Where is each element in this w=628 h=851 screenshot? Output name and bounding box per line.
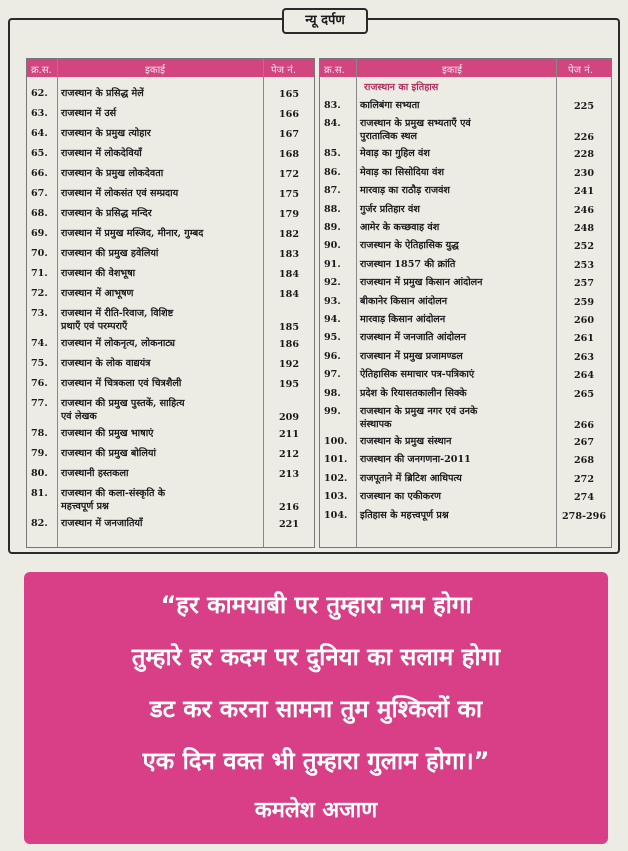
row-topic bbox=[360, 166, 444, 179]
row-topic bbox=[61, 147, 142, 160]
row-page: 268 bbox=[573, 455, 595, 467]
header-unit: इकाई bbox=[442, 65, 463, 76]
row-topic-line: महत्त्वपूर्ण प्रश्न bbox=[61, 501, 109, 512]
row-topic bbox=[61, 87, 144, 100]
row-page: 246 bbox=[573, 204, 595, 216]
table-row bbox=[320, 368, 611, 386]
row-page: 260 bbox=[573, 315, 595, 326]
row-number: 86. bbox=[324, 166, 341, 178]
row-page: 241 bbox=[573, 186, 595, 198]
table-row bbox=[320, 435, 611, 453]
row-topic bbox=[360, 490, 441, 503]
row-topic-line: संस्थापक bbox=[360, 419, 392, 430]
row-number: 64. bbox=[31, 128, 48, 139]
header-page: पेज नं. bbox=[568, 65, 594, 76]
table-row bbox=[320, 387, 611, 405]
table-row bbox=[320, 490, 611, 508]
row-topic-line: राजस्थान के प्रसिद्ध मेलें bbox=[61, 88, 144, 99]
row-page: 259 bbox=[573, 296, 595, 308]
contents-table-right bbox=[319, 58, 612, 548]
row-topic bbox=[360, 368, 474, 381]
row-number: 99. bbox=[324, 406, 341, 417]
row-topic bbox=[360, 239, 459, 252]
row-page: 225 bbox=[573, 101, 595, 112]
row-page: 226 bbox=[573, 132, 595, 144]
row-page: 165 bbox=[278, 89, 300, 100]
table-row bbox=[27, 337, 314, 357]
row-topic bbox=[61, 207, 152, 220]
row-page: 264 bbox=[573, 370, 595, 382]
row-number: 96. bbox=[324, 350, 341, 362]
row-number: 92. bbox=[324, 277, 341, 289]
row-page: 183 bbox=[278, 249, 300, 260]
header-page: पेज नं. bbox=[271, 65, 297, 76]
row-number: 67. bbox=[31, 188, 48, 199]
section-title-history: राजस्थान का इतिहास bbox=[364, 82, 439, 93]
table-row bbox=[27, 207, 314, 227]
row-topic bbox=[360, 453, 471, 466]
row-topic-line: राजस्थान में प्रमुख प्रजामण्डल bbox=[360, 350, 463, 362]
row-topic-line: राजस्थान के लोक वाद्ययंत्र bbox=[61, 358, 151, 369]
row-topic-line: प्रदेश के रियासतकालीन सिक्के bbox=[360, 387, 467, 399]
row-topic-line: राजस्थान में लोकसंत एवं सम्प्रदाय bbox=[61, 188, 179, 199]
row-topic-line: राजस्थान की प्रमुख भाषाएं bbox=[61, 428, 154, 439]
row-number: 87. bbox=[324, 185, 341, 197]
row-topic bbox=[61, 287, 133, 300]
row-page: 267 bbox=[573, 437, 595, 448]
row-topic bbox=[360, 350, 463, 363]
table-row bbox=[27, 427, 314, 447]
row-topic-line: मारवाड़ का राठौड़ राजवंश bbox=[360, 185, 450, 197]
table-row bbox=[320, 147, 611, 165]
row-topic-line: राजस्थान के प्रमुख संस्थान bbox=[360, 436, 452, 447]
row-topic bbox=[360, 509, 449, 522]
row-topic-line: राजस्थान के प्रमुख सभ्यताएँ एवं bbox=[360, 118, 471, 130]
row-number: 68. bbox=[31, 208, 48, 219]
table-row bbox=[27, 447, 314, 467]
row-topic-line: राजस्थान में लोकनृत्य, लोकनाट्य bbox=[61, 338, 176, 349]
row-number: 63. bbox=[31, 108, 48, 119]
table-row bbox=[320, 203, 611, 221]
quote-author: कमलेश अजाण bbox=[254, 798, 378, 823]
table-row bbox=[27, 267, 314, 287]
row-topic-line: राजस्थान की प्रमुख बोलियां bbox=[61, 448, 156, 459]
row-topic bbox=[360, 331, 466, 344]
row-topic bbox=[61, 107, 116, 120]
header-sno: क्र.स. bbox=[324, 65, 345, 76]
row-page: 265 bbox=[573, 388, 595, 400]
row-page: 167 bbox=[278, 129, 300, 140]
table-row bbox=[27, 247, 314, 267]
table-row bbox=[320, 258, 611, 276]
row-topic-line: राजस्थान में आभूषण bbox=[61, 288, 134, 299]
table-row bbox=[27, 307, 314, 337]
row-number: 69. bbox=[31, 228, 48, 239]
row-number: 83. bbox=[324, 100, 341, 111]
table-row bbox=[320, 350, 611, 368]
row-page: 175 bbox=[278, 189, 300, 200]
row-page: 253 bbox=[573, 259, 595, 271]
row-topic-line: राजस्थान में चित्रकला एवं चित्रशैली bbox=[61, 378, 182, 389]
row-number: 98. bbox=[324, 387, 341, 399]
row-page: 179 bbox=[278, 209, 300, 220]
row-topic-line: राजस्थान में प्रमुख मस्जिद, मीनार, गुम्बद bbox=[61, 228, 204, 239]
row-topic bbox=[61, 487, 165, 513]
row-page: 248 bbox=[573, 223, 595, 234]
table-row bbox=[320, 472, 611, 490]
row-topic bbox=[61, 467, 128, 480]
row-topic bbox=[360, 276, 483, 289]
row-page: 192 bbox=[278, 359, 300, 370]
table-row bbox=[320, 276, 611, 294]
row-number: 88. bbox=[324, 203, 341, 215]
row-page: 168 bbox=[278, 149, 300, 160]
table-row bbox=[27, 107, 314, 127]
row-page: 216 bbox=[278, 502, 300, 513]
row-number: 71. bbox=[31, 268, 48, 279]
table-row bbox=[320, 313, 611, 331]
table-row bbox=[320, 239, 611, 257]
row-topic-line: राजस्थान में प्रमुख किसान आंदोलन bbox=[360, 277, 483, 289]
table-row bbox=[27, 287, 314, 307]
row-topic-line: प्रथाएँ एवं परम्पराएँ bbox=[61, 321, 128, 332]
row-topic bbox=[360, 117, 471, 143]
table-row bbox=[320, 295, 611, 313]
row-number: 90. bbox=[324, 240, 341, 252]
row-topic-line: राजस्थान में जनजाति आंदोलन bbox=[360, 332, 466, 344]
table-row bbox=[27, 147, 314, 167]
row-topic bbox=[360, 313, 445, 326]
row-number: 77. bbox=[31, 398, 48, 409]
row-topic-line: राजस्थान की प्रमुख पुस्तकें, साहित्य bbox=[61, 398, 185, 409]
row-number: 62. bbox=[31, 88, 48, 99]
quote-line-4: एक दिन वक्त भी तुम्हारा गुलाम होगा।” bbox=[142, 747, 490, 775]
row-topic-line: राजस्थान की जनगणना-2011 bbox=[360, 454, 471, 466]
table-row bbox=[320, 117, 611, 147]
row-page: 252 bbox=[573, 241, 595, 253]
row-number: 97. bbox=[324, 369, 341, 381]
row-topic bbox=[360, 295, 447, 308]
row-topic bbox=[61, 127, 151, 140]
row-topic-line: राजस्थान के प्रमुख नगर एवं उनके bbox=[360, 406, 478, 417]
row-number: 78. bbox=[31, 428, 48, 439]
row-topic-line: राजस्थान में उर्स bbox=[61, 108, 117, 119]
quote-line-2: तुम्हारे हर कदम पर दुनिया का सलाम होगा bbox=[131, 643, 501, 671]
row-topic bbox=[360, 221, 439, 234]
row-topic-line: राजस्थान के प्रमुख त्योहार bbox=[61, 128, 151, 139]
row-topic bbox=[61, 447, 156, 460]
row-topic bbox=[360, 435, 451, 448]
row-topic-line: मेवाड़ का गुहिल वंश bbox=[360, 148, 430, 160]
row-topic bbox=[61, 267, 135, 280]
table-row bbox=[27, 187, 314, 207]
row-topic-line: राजस्थान का एकीकरण bbox=[360, 491, 441, 503]
table-header bbox=[320, 59, 611, 77]
row-topic bbox=[61, 167, 163, 180]
table-row bbox=[27, 487, 314, 517]
row-topic-line: राजस्थान 1857 की क्रांति bbox=[360, 258, 456, 270]
row-topic bbox=[360, 387, 467, 400]
row-number: 66. bbox=[31, 168, 48, 179]
row-topic bbox=[61, 307, 173, 333]
row-topic-line: राजस्थान में लोकदेवियाँ bbox=[61, 148, 142, 159]
table-row bbox=[27, 127, 314, 147]
row-number: 81. bbox=[31, 488, 48, 499]
row-page: 266 bbox=[573, 420, 595, 431]
row-number: 95. bbox=[324, 332, 341, 344]
row-topic bbox=[61, 357, 150, 370]
row-topic-line: राजस्थानी हस्तकला bbox=[61, 468, 129, 479]
header-unit: इकाई bbox=[145, 65, 166, 76]
row-number: 89. bbox=[324, 222, 341, 233]
table-row bbox=[320, 453, 611, 471]
row-topic-line: राजस्थान में रीति-रिवाज, विशिष्ट bbox=[61, 308, 174, 319]
row-number: 65. bbox=[31, 148, 48, 159]
row-topic-line: राजस्थान की कला-संस्कृति के bbox=[61, 488, 166, 499]
row-topic-line: राजस्थान के प्रसिद्ध मन्दिर bbox=[61, 208, 152, 219]
table-row bbox=[320, 331, 611, 349]
row-topic-line: एवं लेखक bbox=[61, 411, 97, 422]
row-page: 212 bbox=[278, 449, 300, 460]
row-number: 82. bbox=[31, 518, 48, 529]
row-topic-line: पुरातात्विक स्थल bbox=[360, 131, 418, 143]
row-page: 278-296 bbox=[561, 510, 607, 522]
row-topic-line: इतिहास के महत्त्वपूर्ण प्रश्न bbox=[360, 509, 449, 521]
row-page: 261 bbox=[573, 333, 595, 345]
row-number: 84. bbox=[324, 118, 341, 130]
row-topic-line: राजस्थान के प्रमुख लोकदेवता bbox=[61, 168, 164, 179]
table-row bbox=[320, 405, 611, 435]
row-number: 70. bbox=[31, 248, 48, 259]
row-topic bbox=[360, 99, 420, 112]
table-row bbox=[320, 184, 611, 202]
row-page: 172 bbox=[278, 169, 300, 180]
row-page: 186 bbox=[278, 339, 300, 350]
row-topic bbox=[61, 187, 178, 200]
quote-line-3: डट कर करना सामना तुम मुश्किलों का bbox=[149, 695, 483, 723]
row-number: 94. bbox=[324, 314, 341, 325]
row-page: 182 bbox=[278, 229, 300, 240]
row-topic bbox=[61, 397, 185, 423]
row-topic bbox=[360, 472, 462, 485]
row-topic-line: मारवाड़ किसान आंदोलन bbox=[360, 314, 446, 325]
row-topic-line: राजपूताने में ब्रिटिश आधिपत्य bbox=[360, 472, 462, 484]
table-row bbox=[320, 221, 611, 239]
table-row bbox=[320, 166, 611, 184]
row-number: 104. bbox=[324, 509, 348, 521]
row-number: 91. bbox=[324, 258, 341, 270]
contents-table-left bbox=[26, 58, 315, 548]
row-number: 75. bbox=[31, 358, 48, 369]
row-number: 101. bbox=[324, 454, 348, 466]
row-topic-line: राजस्थान के ऐतिहासिक युद्ध bbox=[360, 240, 459, 252]
row-topic bbox=[360, 184, 450, 197]
row-topic bbox=[61, 517, 142, 530]
row-number: 102. bbox=[324, 472, 348, 484]
row-topic-line: आमेर के कच्छवाह वंश bbox=[360, 222, 440, 233]
row-page: 230 bbox=[573, 167, 595, 179]
row-topic bbox=[61, 247, 158, 260]
table-row bbox=[27, 227, 314, 247]
row-topic-line: राजस्थान में जनजातियाँ bbox=[61, 518, 143, 529]
row-topic bbox=[61, 337, 175, 350]
page-title: न्यू दर्पण bbox=[282, 8, 368, 34]
row-page: 184 bbox=[278, 289, 300, 300]
row-page: 272 bbox=[573, 473, 595, 485]
row-topic bbox=[360, 258, 455, 271]
row-number: 74. bbox=[31, 338, 48, 349]
row-page: 211 bbox=[278, 429, 300, 440]
quote-box bbox=[24, 572, 608, 844]
row-page: 213 bbox=[278, 469, 300, 480]
row-topic bbox=[360, 203, 420, 216]
row-page: 263 bbox=[573, 351, 595, 363]
row-page: 209 bbox=[278, 412, 300, 423]
table-row bbox=[27, 357, 314, 377]
row-page: 195 bbox=[278, 379, 300, 390]
quote-line-1: “हर कामयाबी पर तुम्हारा नाम होगा bbox=[160, 591, 472, 619]
table-row bbox=[27, 377, 314, 397]
row-topic bbox=[61, 427, 154, 440]
table-row bbox=[320, 99, 611, 117]
row-number: 80. bbox=[31, 468, 48, 479]
row-topic bbox=[360, 405, 477, 431]
row-page: 274 bbox=[573, 492, 595, 504]
row-topic-line: बीकानेर किसान आंदोलन bbox=[360, 295, 448, 307]
row-topic bbox=[360, 147, 430, 160]
row-number: 79. bbox=[31, 448, 48, 459]
row-topic-line: कालिबंगा सभ्यता bbox=[360, 100, 420, 111]
row-page: 184 bbox=[278, 269, 300, 280]
row-number: 72. bbox=[31, 288, 48, 299]
row-number: 100. bbox=[324, 436, 348, 447]
table-row bbox=[27, 467, 314, 487]
row-page: 257 bbox=[573, 278, 595, 290]
row-page: 221 bbox=[278, 519, 300, 530]
table-header bbox=[27, 59, 314, 77]
row-number: 103. bbox=[324, 491, 348, 503]
header-sno: क्र.स. bbox=[31, 65, 52, 76]
row-topic-line: मेवाड़ का सिसोदिया वंश bbox=[360, 166, 444, 178]
table-row bbox=[320, 509, 611, 527]
row-number: 76. bbox=[31, 378, 48, 389]
row-number: 93. bbox=[324, 295, 341, 307]
table-row bbox=[27, 397, 314, 427]
row-topic-line: राजस्थान की प्रमुख हवेलियां bbox=[61, 248, 159, 259]
row-topic-line: राजस्थान की वेशभूषा bbox=[61, 268, 136, 279]
row-page: 228 bbox=[573, 149, 595, 161]
row-topic bbox=[61, 227, 203, 240]
table-row bbox=[27, 517, 314, 537]
table-row bbox=[27, 87, 314, 107]
row-number: 85. bbox=[324, 148, 341, 160]
row-topic-line: ऐतिहासिक समाचार पत्र-पत्रिकाएं bbox=[360, 369, 475, 381]
row-page: 185 bbox=[278, 322, 300, 333]
table-row bbox=[27, 167, 314, 187]
row-topic bbox=[61, 377, 181, 390]
row-page: 166 bbox=[278, 109, 300, 120]
row-topic-line: गुर्जर प्रतिहार वंश bbox=[360, 203, 420, 215]
row-number: 73. bbox=[31, 308, 48, 319]
